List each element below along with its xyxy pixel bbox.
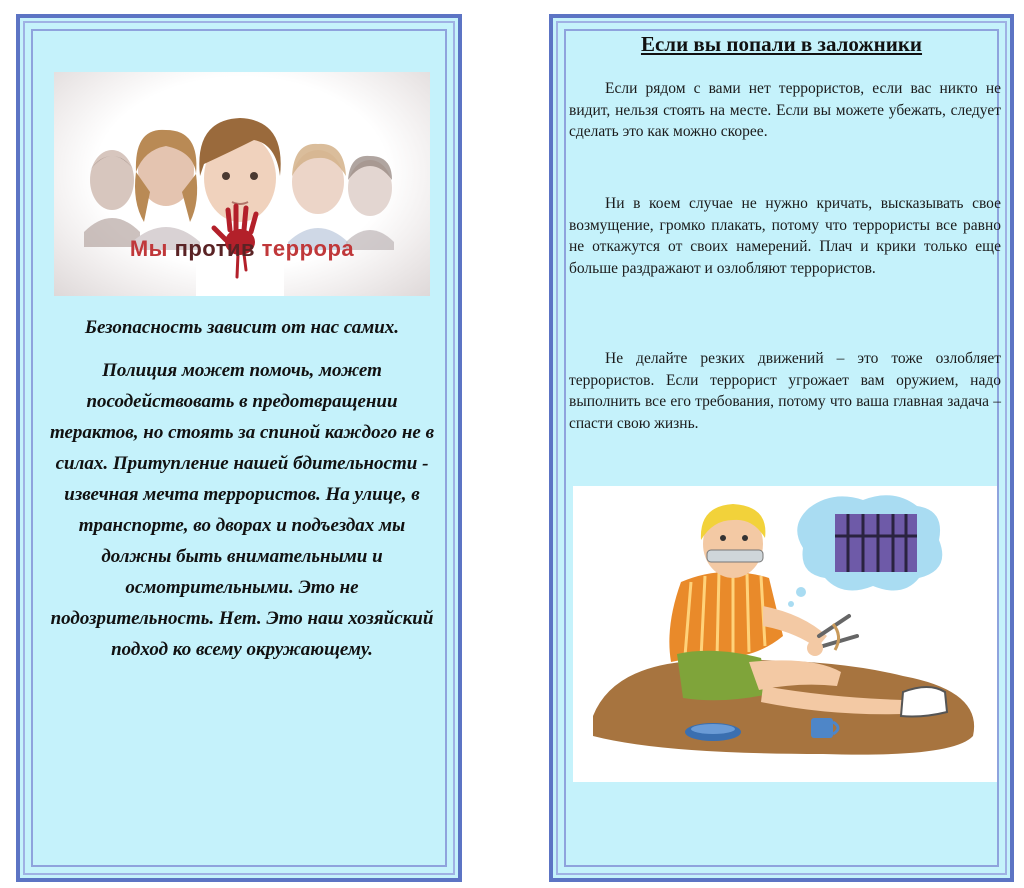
- slogan: [54, 236, 430, 262]
- children-faces-image: [54, 72, 430, 296]
- paragraph-3: Не делайте резких движений – это тоже озлобляет террористов. Если террорист угрожает вам оружием, надо выполнить все его требования, потому что ваша главная задача – спасти свою жизнь.: [569, 350, 1001, 432]
- left-text-block: [44, 314, 440, 665]
- left-body: Полиция может помочь, может посодействовать в предотвращении терактов, но стоять за спиной каждого не в силах. Притупление нашей бдительности - извечная мечта террористов. На улице, в транспорте, во дворах и подъездах мы должны быть внимательными и осмотрительными. Это не подозрительность. Нет. Это наш хозяйский подход ко всему окружающему.: [49, 360, 435, 660]
- slogan-word-3: террора: [261, 236, 355, 261]
- paragraph-1: Если рядом с вами нет террористов, если вас никто не видит, нельзя стоять на месте. Если вы можете убежать, следует сделать это как можно скорее.: [569, 80, 1001, 140]
- left-heading: Безопасность зависит от нас самих.: [84, 317, 400, 338]
- slogan-word-2: против: [174, 236, 256, 261]
- children-photo: [54, 72, 430, 296]
- hostage-illustration: [573, 486, 997, 782]
- paragraph-2: Ни в коем случае не нужно кричать, высказывать свое возмущение, громко плакать, потому что террористы все равно не откажутся от своих намерений. Плач и крики только еще больше раздражают и озлобляют террористов.: [569, 195, 1001, 277]
- right-panel: [549, 14, 1014, 882]
- left-panel: [16, 14, 462, 882]
- slogan-word-1: Мы: [129, 236, 168, 261]
- boy-cutting-rope-image: [573, 486, 997, 782]
- right-title: Если вы попали в заложники: [640, 32, 923, 56]
